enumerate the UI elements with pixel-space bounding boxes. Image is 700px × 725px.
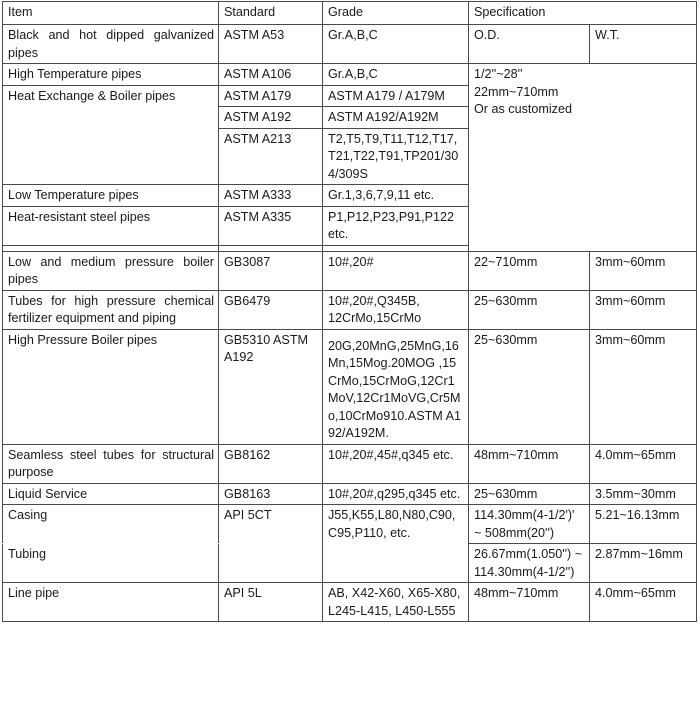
row-grade: ASTM A179 / A179M bbox=[323, 85, 469, 107]
table-row bbox=[3, 25, 697, 64]
row-wt: W.T. bbox=[590, 25, 697, 64]
row-grade: J55,K55,L80,N80,C90,C95,P110, etc. bbox=[323, 505, 469, 583]
table-row bbox=[3, 251, 697, 290]
row-grade: Gr.A,B,C bbox=[323, 64, 469, 86]
row-item: High Temperature pipes bbox=[3, 64, 219, 86]
header-item: Item bbox=[3, 2, 219, 25]
row-standard: GB3087 bbox=[219, 251, 323, 290]
row-standard: API 5L bbox=[219, 583, 323, 622]
row-standard: ASTM A335 bbox=[219, 206, 323, 245]
row-item: Tubes for high pressure chemical fertilizer equipment and piping bbox=[3, 290, 219, 329]
row-wt: 2.87mm~16mm bbox=[590, 544, 697, 583]
row-wt: 3mm~60mm bbox=[590, 290, 697, 329]
row-od: 25~630mm bbox=[469, 290, 590, 329]
row-wt: 5.21~16.13mm bbox=[590, 505, 697, 544]
table-row bbox=[3, 64, 697, 86]
header-grade: Grade bbox=[323, 2, 469, 25]
row-standard: GB8162 bbox=[219, 444, 323, 483]
row-grade: 20G,20MnG,25MnG,16Mn,15Mog.20MOG ,15CrMo,15CrMoG,12Cr1MoV,12Cr1MoVG,Cr5Mo,10CrMo910.ASTM A192/A192M. bbox=[323, 329, 469, 444]
table-row bbox=[3, 444, 697, 483]
row-item: Low and medium pressure boiler pipes bbox=[3, 251, 219, 290]
row-item: Heat-resistant steel pipes bbox=[3, 206, 219, 245]
row-item: Line pipe bbox=[3, 583, 219, 622]
row-od: 25~630mm bbox=[469, 483, 590, 505]
row-grade: 10#,20#,45#,q345 etc. bbox=[323, 444, 469, 483]
table-row bbox=[3, 329, 697, 444]
row-item: Tubing bbox=[3, 544, 219, 583]
row-od: 26.67mm(1.050'') ~ 114.30mm(4-1/2'') bbox=[469, 544, 590, 583]
row-item: Casing bbox=[3, 505, 219, 544]
row-item: Liquid Service bbox=[3, 483, 219, 505]
row-item: Low Temperature pipes bbox=[3, 185, 219, 207]
row-standard: ASTM A213 bbox=[219, 128, 323, 185]
row-standard: GB5310 ASTM A192 bbox=[219, 329, 323, 444]
row-grade: 10#,20#,Q345B, 12CrMo,15CrMo bbox=[323, 290, 469, 329]
pipe-specification-table bbox=[2, 1, 697, 622]
row-item: Black and hot dipped galvanized pipes bbox=[3, 25, 219, 64]
row-item: Seamless steel tubes for structural purpose bbox=[3, 444, 219, 483]
row-od: 48mm~710mm bbox=[469, 583, 590, 622]
row-grade: T2,T5,T9,T11,T12,T17,T21,T22,T91,TP201/304/309S bbox=[323, 128, 469, 185]
row-grade: ASTM A192/A192M bbox=[323, 107, 469, 129]
table-row bbox=[3, 290, 697, 329]
row-grade: Gr.A,B,C bbox=[323, 25, 469, 64]
table-row bbox=[3, 505, 697, 544]
shared-spec-note: Or as customized bbox=[474, 102, 572, 116]
row-wt: 3.5mm~30mm bbox=[590, 483, 697, 505]
row-od: 25~630mm bbox=[469, 329, 590, 444]
row-standard: ASTM A179 bbox=[219, 85, 323, 107]
row-od: 114.30mm(4-1/2')' ~ 508mm(20'') bbox=[469, 505, 590, 544]
row-grade: 10#,20# bbox=[323, 251, 469, 290]
row-standard: ASTM A53 bbox=[219, 25, 323, 64]
row-item: High Pressure Boiler pipes bbox=[3, 329, 219, 444]
row-standard: GB8163 bbox=[219, 483, 323, 505]
row-wt: 4.0mm~65mm bbox=[590, 444, 697, 483]
row-grade: P1,P12,P23,P91,P122 etc. bbox=[323, 206, 469, 245]
row-standard: GB6479 bbox=[219, 290, 323, 329]
header-specification: Specification bbox=[469, 2, 697, 25]
row-wt: 4.0mm~65mm bbox=[590, 583, 697, 622]
row-od: O.D. bbox=[469, 25, 590, 64]
row-wt: 3mm~60mm bbox=[590, 251, 697, 290]
row-standard: API 5CT bbox=[219, 505, 323, 583]
row-standard: ASTM A192 bbox=[219, 107, 323, 129]
row-grade: Gr.1,3,6,7,9,11 etc. bbox=[323, 185, 469, 207]
table-row bbox=[3, 483, 697, 505]
shared-spec-size: 1/2''~28'' bbox=[474, 67, 523, 81]
row-od: 48mm~710mm bbox=[469, 444, 590, 483]
table-row bbox=[3, 583, 697, 622]
shared-spec-cell bbox=[469, 64, 697, 252]
row-wt: 3mm~60mm bbox=[590, 329, 697, 444]
header-standard: Standard bbox=[219, 2, 323, 25]
shared-spec-od-range: 22mm~710mm bbox=[474, 84, 559, 99]
row-item: Heat Exchange & Boiler pipes bbox=[3, 85, 219, 185]
row-standard: ASTM A106 bbox=[219, 64, 323, 86]
row-grade: AB, X42-X60, X65-X80, L245-L415, L450-L555 bbox=[323, 583, 469, 622]
table-header-row bbox=[3, 2, 697, 25]
row-grade: 10#,20#,q295,q345 etc. bbox=[323, 483, 469, 505]
row-od: 22~710mm bbox=[469, 251, 590, 290]
row-standard: ASTM A333 bbox=[219, 185, 323, 207]
